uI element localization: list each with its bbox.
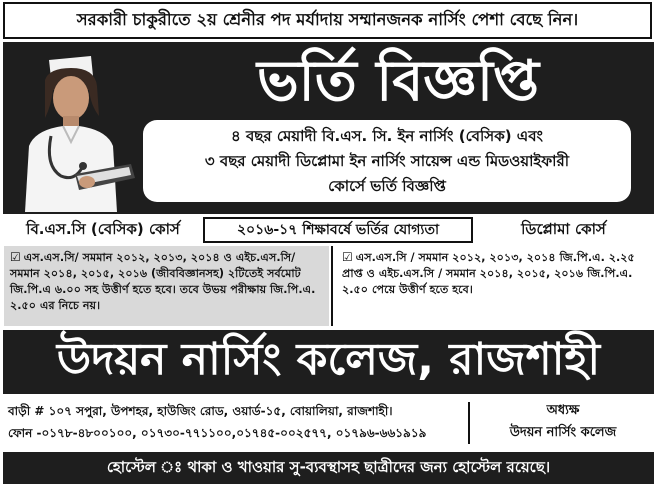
college-name: উদয়ন নার্সিং কলেজ, রাজশাহী: [56, 333, 601, 385]
notice-title: ভর্তি বিজ্ঞপ্তি: [256, 49, 540, 114]
principal-title: অধ্যক্ষ: [546, 403, 580, 418]
top-banner: [3, 2, 652, 39]
bsc-requirements-text: এস.এস.সি/ সমমান ২০১২, ২০১৩, ২০১৪ ও এইচ.এস.সি/সমমান ২০১৪, ২০১৫, ২০১৬ (জীববিজ্ঞানসহ) ২টিতেই সর্বমোট জি.পি.এ ৬.০০ সহ উত্তীর্ণ হতে হবে। তবে উভয় পরীক্ষায় জি.পি.এ. ২.৫০ এর নিচে নয়।: [10, 251, 316, 312]
principal-block: [478, 400, 648, 444]
checkbox-icon: ☑: [342, 250, 353, 264]
diploma-requirements-text: এস.এস.সি / সমমান ২০১২, ২০১৩, ২০১৪ জি.পি.এ. ২.২৫ প্রাপ্ত ও এইচ.এস.সি / সমমান ২০১৪, ২০১৫, ২০১৬ জি.পি.এ. ২.৫০ পেয়ে উত্তীর্ণ হতে হবে।: [342, 251, 635, 296]
hostel-banner: [3, 452, 654, 484]
bsc-requirements: [4, 246, 329, 326]
college-name-band: [3, 330, 654, 394]
eligibility-heading: ২০১৬-১৭ শিক্ষাবর্ষে ভর্তির যোগ্যতা: [203, 217, 473, 243]
diploma-requirements: [336, 246, 654, 326]
description-line-3: কোর্সে ভর্তি বিজ্ঞপ্তি: [328, 177, 446, 195]
description-line-1: ৪ বছর মেয়াদী বি.এস. সি. ইন নার্সিং (বেসিক) এবং: [231, 127, 543, 145]
description-line-2: ৩ বছর মেয়াদী ডিপ্লোমা ইন নার্সিং সায়েন্স এন্ড মিডওয়াইফারী: [204, 152, 570, 170]
phone-line: ফোন -০১৭৮-৪৮০০১০০, ০১৭৩০-৭৭১১০০,০১৭৪৫-০০২৫৭৭, ০১৭৯৬-৬৬১৯১৯: [8, 426, 427, 440]
address-divider: [468, 402, 470, 444]
requirements-divider: [331, 246, 333, 326]
address-line: বাড়ী # ১০৭ সপুরা, উপশহর, হাউজিং রোড, ওয়ার্ড-১৫, বোয়ালিয়া, রাজশাহী।: [8, 404, 393, 418]
course-header-row: [3, 215, 654, 245]
checkbox-icon: ☑: [10, 250, 21, 264]
hostel-text: হোস্টেল ঃ থাকা ও খাওয়ার সু-ব্যবস্থাসহ ছাত্রীদের জন্য হোস্টেল রয়েছে।: [106, 457, 551, 476]
nurse-illustration: [5, 46, 139, 212]
address-block: [8, 400, 458, 444]
header-panel: [3, 42, 654, 214]
course-description: [143, 120, 631, 202]
diploma-course-heading: ডিপ্লোমা কোর্স: [521, 219, 606, 238]
principal-college: উদয়ন নার্সিং কলেজ: [509, 425, 617, 440]
bsc-course-heading: বি.এস.সি (বেসিক) কোর্স: [26, 219, 180, 238]
top-banner-text: সরকারী চাকুরীতে ২য় শ্রেনীর পদ মর্যাদায় সম্মানজনক নার্সিং পেশা বেছে নিন।: [76, 10, 579, 29]
